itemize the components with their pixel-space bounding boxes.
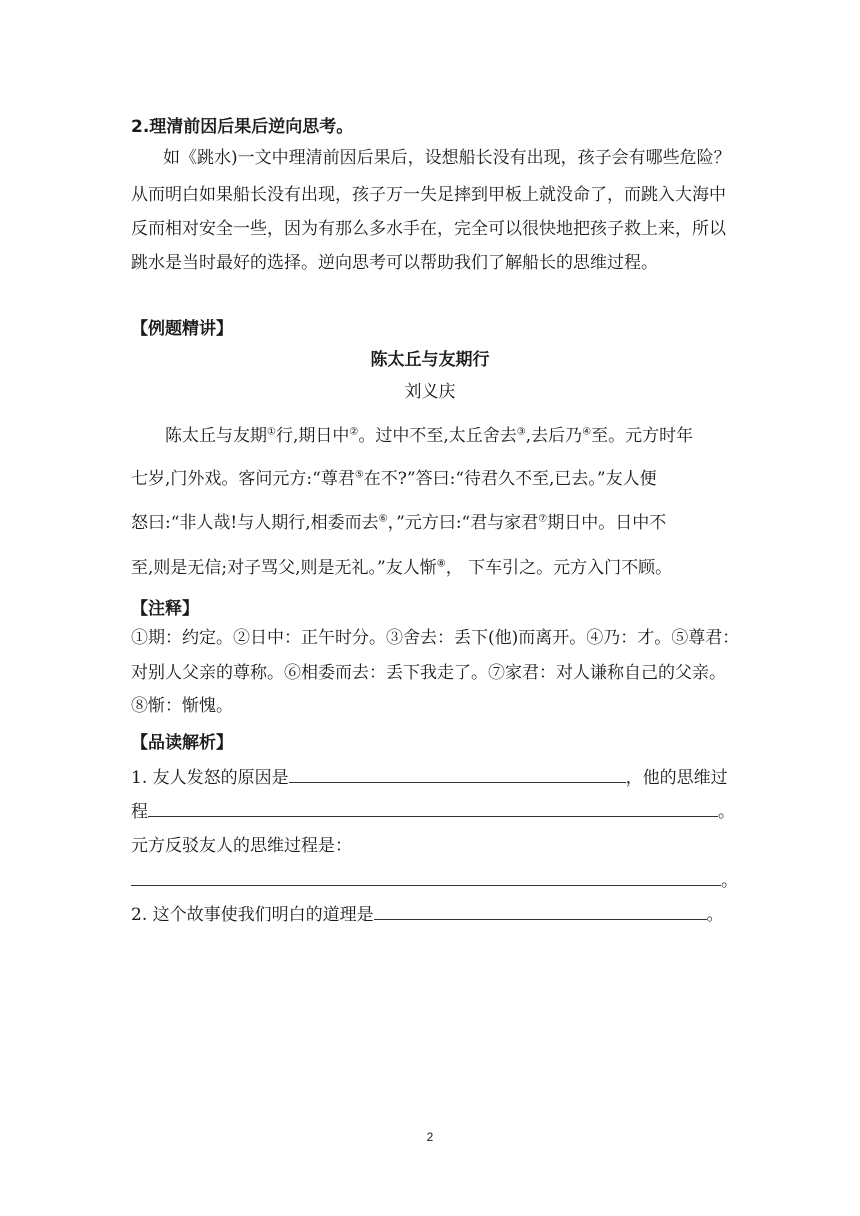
- question-1-sub: 元方反驳友人的思维过程是：: [131, 836, 352, 856]
- example-heading: 【例题精讲】: [131, 319, 233, 339]
- answer-blank[interactable]: [289, 764, 626, 783]
- question-1: 1. 友人发怒的原因是 ，他的思维过: [131, 763, 728, 793]
- section-heading: 2.理清前因后果后逆向思考。: [131, 117, 354, 137]
- text-line-4: 至,则是无信;对子骂父,则是无礼。”友人惭⑧， 下车引之。元方入门不顾。: [131, 558, 673, 578]
- author: 刘义庆: [404, 382, 456, 402]
- para-line: 反而相对安全一些，因为有那么多水手在，完全可以很快地把孩子救上来，所以: [131, 219, 726, 239]
- text-line-2: 七岁,门外戏。客问元方:“尊君⑤在不?”答曰:“待君久不至,已去。”友人便: [131, 469, 657, 489]
- note-line: ①期：约定。②日中：正午时分。③舍去：丢下(他)而离开。④乃：才。⑤尊君：: [131, 628, 740, 648]
- answer-blank[interactable]: [148, 798, 718, 817]
- question-1-cont: 程 。: [131, 797, 735, 827]
- para-line: 跳水是当时最好的选择。逆向思考可以帮助我们了解船长的思维过程。: [131, 253, 658, 273]
- para-line: 如《跳水)一文中理清前因后果后，设想船长没有出现，孩子会有哪些危险？: [163, 148, 731, 168]
- notes-heading: 【注释】: [131, 599, 199, 619]
- text-line-3: 怒曰:“非人哉!与人期行,相委而去⑥，”元方曰:“君与家君⑦期日中。日中不: [131, 513, 667, 533]
- question-2: 2. 这个故事使我们明白的道理是 。: [131, 900, 724, 930]
- poem-title: 陈太丘与友期行: [370, 350, 490, 370]
- answer-blank[interactable]: [374, 901, 707, 920]
- text-line-1: 陈太丘与友期①行,期日中②。过中不至,太丘舍去③,去后乃④至。元方时年: [165, 426, 694, 446]
- para-line: 从而明白如果船长没有出现，孩子万一失足摔到甲板上就没命了，而跳入大海中: [131, 185, 726, 205]
- page-number: 2: [426, 1130, 434, 1144]
- note-line: 对别人父亲的尊称。⑥相委而去：丢下我走了。⑦家君：对人谦称自己的父亲。: [131, 663, 726, 683]
- answer-line: 。: [131, 866, 738, 896]
- analysis-heading: 【品读解析】: [131, 733, 233, 753]
- answer-blank[interactable]: [131, 867, 721, 886]
- note-line: ⑧惭：惭愧。: [131, 696, 233, 716]
